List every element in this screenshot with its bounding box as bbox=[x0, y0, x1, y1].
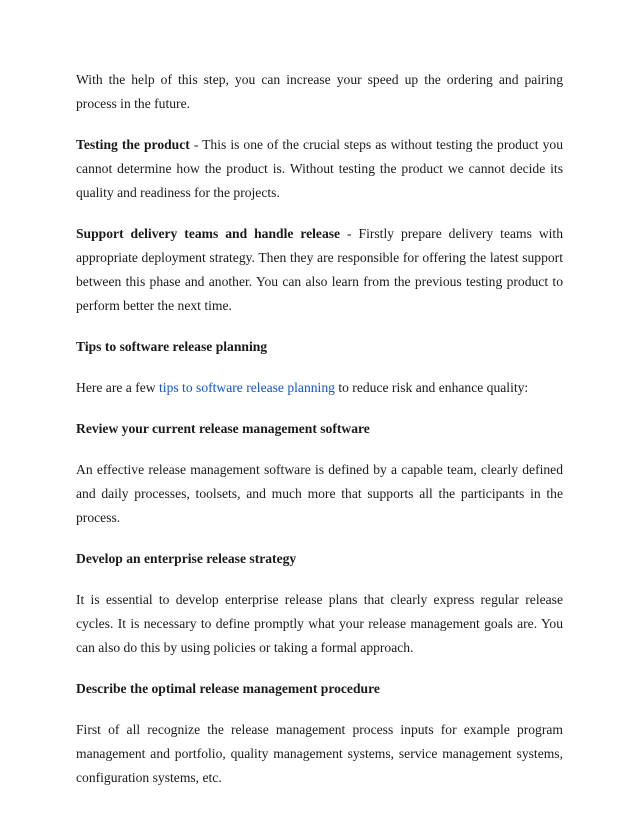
document-page bbox=[76, 68, 563, 807]
section-heading-develop: Develop an enterprise release strategy bbox=[76, 551, 297, 566]
inline-heading-support-delivery: Support delivery teams and handle release bbox=[76, 226, 341, 241]
paragraph-text: With the help of this step, you can increase your speed up the ordering and pairing process in the future. bbox=[76, 72, 563, 111]
tips-link[interactable]: tips to software release planning bbox=[159, 380, 335, 395]
section-heading-tips: Tips to software release planning bbox=[76, 339, 268, 354]
paragraph-text: It is essential to develop enterprise release plans that clearly express regular release cycles. It is necessary to define promptly what your release management goals are. You can also do this by using policies or taking a formal approach. bbox=[76, 592, 563, 655]
paragraph-text: First of all recognize the release management process inputs for example program management and portfolio, quality management systems, service management systems, configuration systems, etc. bbox=[76, 722, 563, 785]
paragraph-testing-product bbox=[76, 133, 563, 205]
paragraph-text: - Firstly prepare delivery teams with appropriate deployment strategy. Then they are responsible for offering the latest support between this phase and another. You can also learn from the previous testing product to perform better the next time. bbox=[76, 226, 563, 313]
paragraph-support-delivery bbox=[76, 222, 563, 318]
paragraph-develop bbox=[76, 588, 563, 660]
paragraph-text: to reduce risk and enhance quality: bbox=[334, 380, 529, 395]
section-heading-review: Review your current release management software bbox=[76, 421, 370, 436]
paragraph-text: - This is one of the crucial steps as without testing the product you cannot determine how the product is. Without testing the product we cannot decide its quality and readiness for the projects. bbox=[76, 137, 563, 200]
paragraph-tips-intro bbox=[76, 376, 563, 400]
paragraph-ordering-speed bbox=[76, 68, 563, 116]
paragraph-review bbox=[76, 458, 563, 530]
inline-heading-testing-product: Testing the product bbox=[76, 137, 190, 152]
section-heading-describe: Describe the optimal release management procedure bbox=[76, 681, 380, 696]
paragraph-describe bbox=[76, 718, 563, 790]
paragraph-text: Here are a few bbox=[76, 380, 160, 395]
paragraph-text: An effective release management software is defined by a capable team, clearly defined and daily processes, toolsets, and much more that supports all the participants in the process. bbox=[76, 462, 563, 525]
